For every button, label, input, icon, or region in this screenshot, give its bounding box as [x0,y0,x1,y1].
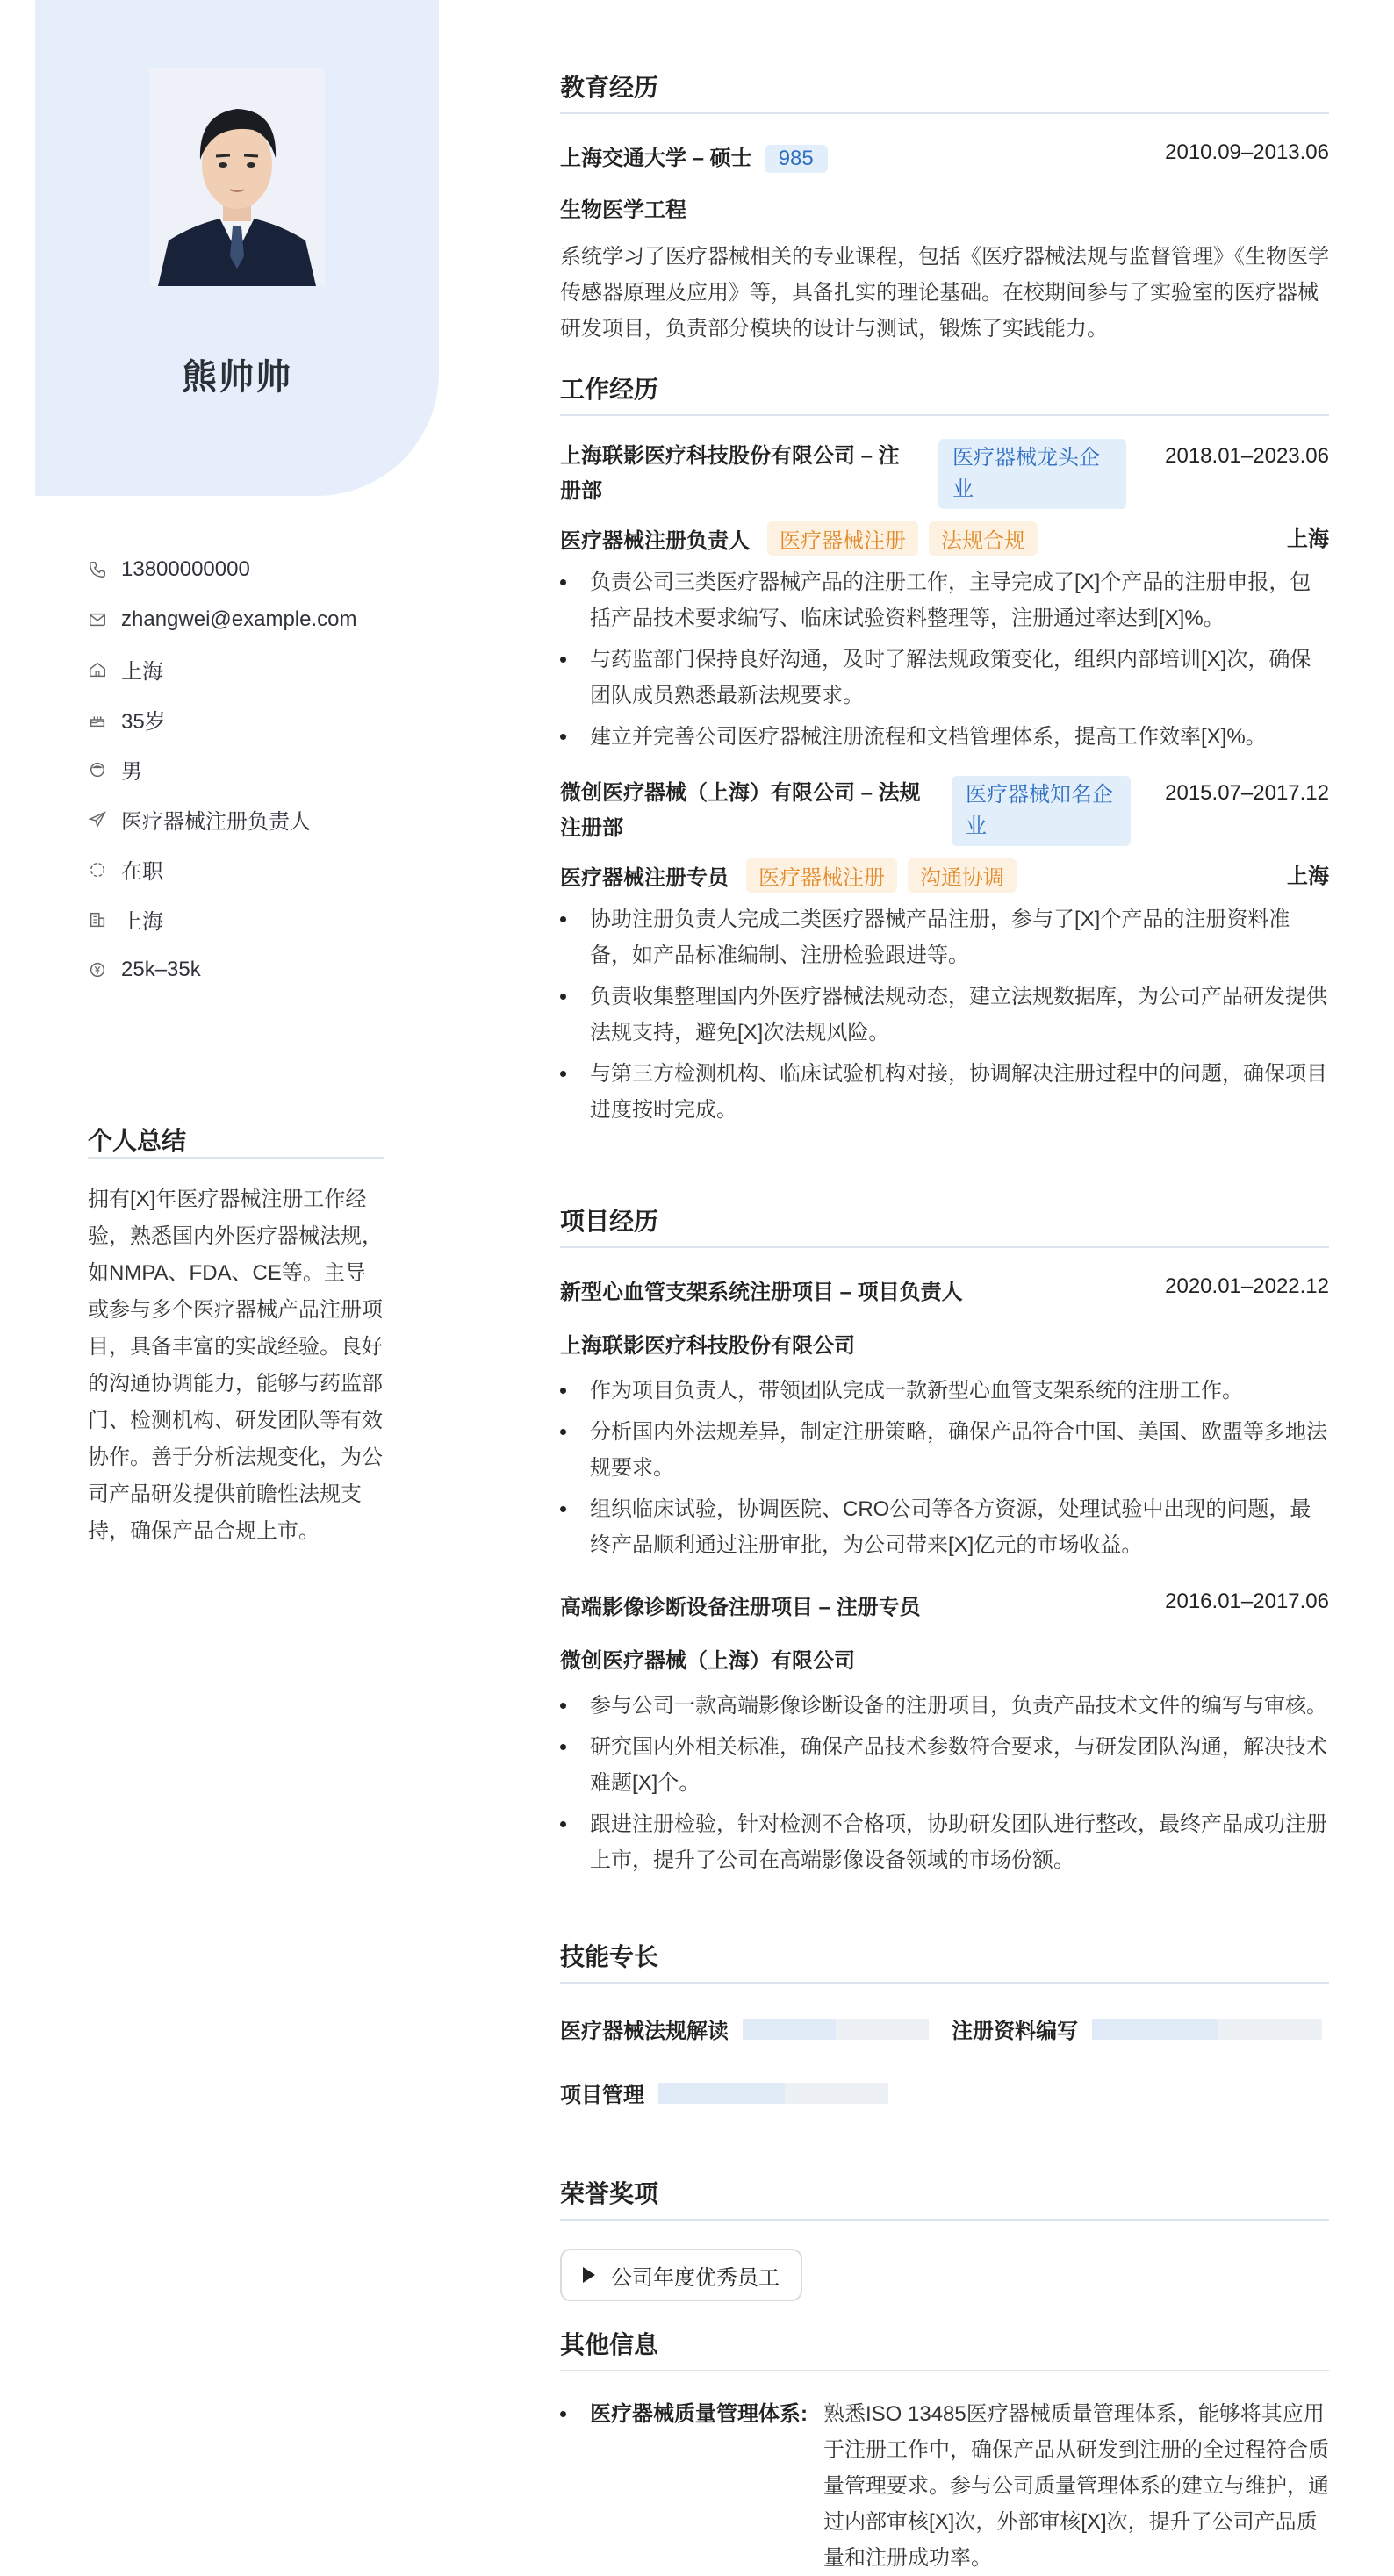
contact-email-text: zhangwei@example.com [121,606,357,631]
contact-age-text: 35岁 [121,710,166,734]
education-major: 生物医学工程 [560,198,686,222]
building-icon [88,910,107,929]
contact-list [88,544,439,994]
work-role: 医疗器械注册专员 [560,866,729,890]
work-bullets [560,564,1329,755]
contact-location [88,644,439,694]
project-bullet: 组织临床试验，协调医院、CRO公司等各方资源，处理试验中出现的问题，最终产品顺利通过注册审批，为公司带来[X]亿元的市场收益。 [560,1491,1329,1563]
work-bullet: 建立并完善公司医疗器械注册流程和文档管理体系，提高工作效率[X]%。 [560,719,1329,755]
avatar-portrait-icon [149,68,325,286]
skill-name: 项目管理 [560,2084,644,2107]
contact-salary [88,944,439,994]
other-title: 其他信息 [560,2331,659,2358]
bullet-dot [560,2411,566,2417]
contact-email [88,594,439,644]
education-school-line [560,140,828,173]
awards-section [560,2177,1329,2301]
work-item-header [560,776,1329,846]
skill-item [560,2013,952,2044]
phone-icon [88,560,107,579]
skills-section [560,1940,1329,2108]
work-company-tag: 医疗器械龙头企业 [938,439,1126,509]
work-skill-tag: 医疗器械注册 [767,521,918,556]
contact-salary-text: 25k–35k [121,957,201,981]
work-item [560,439,1329,755]
work-skill-tag: 法规合规 [929,521,1038,556]
work-company-tag-wrap [938,439,1126,509]
work-item [560,776,1329,1128]
work-skill-tag: 沟通协调 [908,858,1017,893]
work-role-row [560,521,1329,556]
education-header [560,140,1329,173]
work-city: 上海 [1287,865,1329,888]
skill-bar [743,2019,929,2040]
project-date: 2016.01–2017.06 [1165,1589,1329,1613]
contact-work-city-text: 上海 [121,910,163,934]
project-bullet: 跟进注册检验，针对检测不合格项，协助研发团队进行整改，最终产品成功注册上市，提升了公司在高端影像设备领域的市场份额。 [560,1806,1329,1878]
project-bullet: 分析国内外法规差异，制定注册策略，确保产品符合中国、美国、欧盟等多地法规要求。 [560,1414,1329,1486]
section-divider [560,414,1329,416]
contact-phone-text: 13800000000 [121,556,250,581]
profile-photo [149,68,325,286]
work-city: 上海 [1287,527,1329,551]
work-date: 2018.01–2023.06 [1165,444,1329,468]
other-section [560,2328,1329,2576]
skill-item [560,2077,888,2108]
contact-status-text: 在职 [121,860,163,884]
work-bullet: 负责收集整理国内外医疗器械法规动态，建立法规数据库，为公司产品研发提供法规支持，避免[X]次法规风险。 [560,979,1329,1051]
section-divider [560,1982,1329,1984]
awards-title: 荣誉奖项 [560,2180,659,2207]
work-bullet: 与药监部门保持良好沟通，及时了解法规政策变化，组织内部培训[X]次，确保团队成员熟悉最新法规要求。 [560,642,1329,714]
award-item[interactable] [560,2249,802,2301]
profile-name: 熊帅帅 [182,358,292,397]
play-icon [583,2267,595,2283]
project-name: 新型心血管支架系统注册项目 – 项目负责人 [560,1281,963,1304]
work-date: 2015.07–2017.12 [1165,781,1329,805]
work-company-tag: 医疗器械知名企业 [952,776,1131,846]
project-bullet: 作为项目负责人，带领团队完成一款新型心血管支架系统的注册工作。 [560,1373,1329,1409]
mail-icon [88,610,107,629]
contact-gender [88,744,439,794]
section-divider [560,2370,1329,2371]
work-role-line [560,858,1017,893]
other-item [560,2396,1329,2576]
project-bullets [560,1373,1329,1563]
work-bullets [560,901,1329,1128]
contact-position-text: 医疗器械注册负责人 [121,810,311,834]
project-item [560,1589,1329,1878]
work-title: 工作经历 [560,376,659,403]
cake-icon [88,710,107,729]
skill-name: 医疗器械法规解读 [560,2020,729,2043]
profile-header [35,0,439,496]
summary-title: 个人总结 [88,1127,187,1154]
contact-position [88,794,439,844]
gender-icon [88,760,107,779]
work-role: 医疗器械注册负责人 [560,529,750,553]
salary-icon [88,960,107,979]
work-role-line [560,521,1038,556]
work-bullet: 与第三方检测机构、临床试验机构对接，协调解决注册过程中的问题，确保项目进度按时完成。 [560,1056,1329,1128]
education-section [560,70,1329,347]
contact-work-city [88,894,439,944]
section-divider [560,1246,1329,1248]
home-icon [88,660,107,679]
project-name: 高端影像诊断设备注册项目 – 注册专员 [560,1596,921,1619]
contact-status [88,844,439,894]
project-company: 微创医疗器械（上海）有限公司 [560,1649,855,1673]
work-company: 微创医疗器械（上海）有限公司 – 法规注册部 [560,781,921,840]
contact-age [88,694,439,744]
contact-gender-text: 男 [121,760,142,784]
project-bullet: 参与公司一款高端影像诊断设备的注册项目，负责产品技术文件的编写与审核。 [560,1688,1329,1724]
education-date: 2010.09–2013.06 [1165,140,1329,164]
work-section [560,372,1329,1128]
contact-phone [88,544,439,594]
skill-bar [1092,2019,1322,2040]
other-label: 医疗器械质量管理体系: [590,2402,808,2426]
section-divider [560,2219,1329,2221]
project-header [560,1589,1329,1620]
work-company-tag-wrap [952,776,1131,846]
skill-item [952,2013,1329,2044]
summary-text: 拥有[X]年医疗器械注册工作经验，熟悉国内外医疗器械法规，如NMPA、FDA、CE等。主导或参与多个医疗器械产品注册项目，具备丰富的实战经验。良好的沟通协调能力，能够与药监部门、检测机构、研发团队等有效协作。善于分析法规变化，为公司产品研发提供前瞻性法规支持，确保产品合规上市。 [88,1188,383,1543]
project-item [560,1274,1329,1563]
education-title: 教育经历 [560,74,659,101]
work-bullet: 协助注册负责人完成二类医疗器械产品注册，参与了[X]个产品的注册资料准备，如产品标准编制、注册检验跟进等。 [560,901,1329,973]
education-description: 系统学习了医疗器械相关的专业课程，包括《医疗器械法规与监督管理》《生物医学传感器原理及应用》等，具备扎实的理论基础。在校期间参与了实验室的医疗器械研发项目，负责部分模块的设计与测试，锻炼了实践能力。 [560,245,1329,341]
section-divider [560,112,1329,114]
work-role-row [560,858,1329,893]
send-icon [88,810,107,829]
award-label: 公司年度优秀员工 [611,2265,780,2290]
education-school: 上海交通大学 – 硕士 [560,147,752,170]
summary-divider [88,1157,384,1159]
project-date: 2020.01–2022.12 [1165,1274,1329,1298]
skill-bar [658,2083,888,2104]
status-icon [88,860,107,879]
skill-name: 注册资料编写 [952,2020,1078,2043]
skills-row [560,2077,1329,2108]
work-bullet: 负责公司三类医疗器械产品的注册工作，主导完成了[X]个产品的注册申报，包括产品技术要求编写、临床试验资料整理等，注册通过率达到[X]%。 [560,564,1329,636]
education-tag: 985 [765,145,828,173]
project-header [560,1274,1329,1305]
project-bullets [560,1688,1329,1878]
awards-list [560,2249,1329,2301]
sidebar [35,0,439,1543]
work-skill-tag: 医疗器械注册 [746,858,897,893]
other-text: 熟悉ISO 13485医疗器械质量管理体系，能够将其应用于注册工作中，确保产品从研发到注册的全过程符合质量管理要求。参与公司质量管理体系的建立与维护，通过内部审核[X]次，外部审核[X]次，提升了公司产品质量和注册成功率。 [823,2402,1329,2570]
skills-row [560,2013,1329,2044]
projects-title: 项目经历 [560,1208,659,1235]
contact-location-text: 上海 [121,660,163,684]
project-bullet: 研究国内外相关标准，确保产品技术参数符合要求，与研发团队沟通，解决技术难题[X]个。 [560,1729,1329,1801]
skills-title: 技能专长 [560,1943,659,1970]
other-label-wrap [560,2396,823,2576]
work-item-header [560,439,1329,509]
projects-section [560,1204,1329,1878]
project-company: 上海联影医疗科技股份有限公司 [560,1334,855,1358]
work-company: 上海联影医疗科技股份有限公司 – 注册部 [560,444,900,503]
